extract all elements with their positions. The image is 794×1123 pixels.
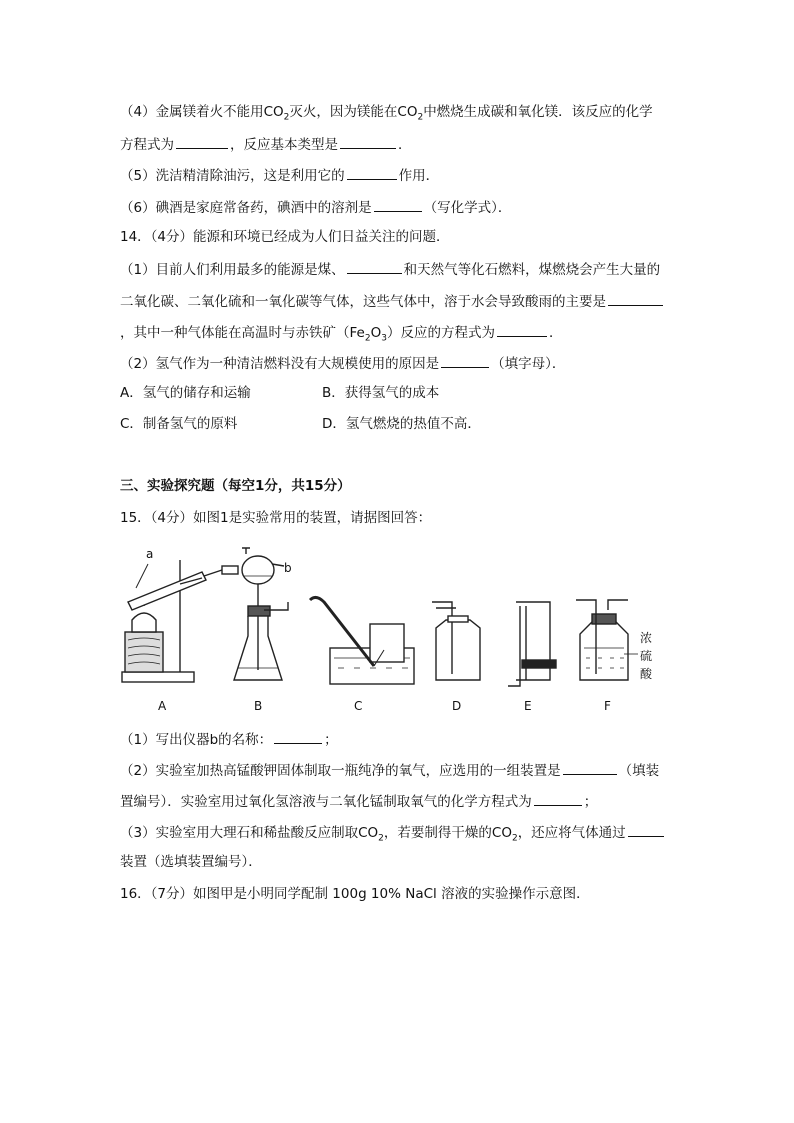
q14-option-c: C．制备氢气的原料 <box>120 416 238 432</box>
acid-label-2: 硫 <box>640 649 653 663</box>
q14-part1-line1: （1）目前人们利用最多的能源是煤、 和天然气等化石燃料，煤燃烧会产生大量的 <box>120 258 660 280</box>
label-E: E <box>524 699 532 713</box>
apparatus-c <box>310 597 414 713</box>
acid-label-1: 浓 <box>640 631 653 645</box>
q13-part6: （6）碘酒是家庭常备药，碘酒中的溶剂是 （写化学式）． <box>120 196 511 218</box>
section-heading: 三、实验探究题（每空1分，共15分） <box>120 478 351 494</box>
q15-part3-line2: 装置（选填装置编号）． <box>120 854 262 870</box>
q16-head: 16．（7分）如图甲是小明同学配制 100g 10% NaCl 溶液的实验操作示意图． <box>120 886 590 902</box>
q15-head: 15．（4分）如图1是实验常用的装置，请据图回答： <box>120 510 432 526</box>
label-b: b <box>284 561 292 575</box>
q14-option-a: A．氢气的储存和运输 <box>120 385 251 401</box>
apparatus-b <box>234 548 292 713</box>
q14-part1-line3: ，其中一种气体能在高温时与赤铁矿$(Fe_2O_3)$反应的方程式为 ． <box>120 321 562 349</box>
apparatus-f <box>576 600 653 713</box>
q14-part2: （2）氢气作为一种清洁燃料没有大规模使用的原因是 （填字母）． <box>120 352 565 374</box>
q13-part4-line2: 方程式为 ，反应基本类型是 ． <box>120 133 412 155</box>
answer-blank[interactable] <box>441 352 489 368</box>
q14-option-b: B．获得氢气的成本 <box>322 385 440 401</box>
q15-part3-line1: （3）实验室用大理石和稀盐酸反应制取$CO_2$，若要制得干燥的$CO_2$，还应将气体通过 <box>120 821 666 849</box>
q15-part2-line2: 置编号）．实验室用过氧化氢溶液与二氧化锰制取氧气的化学方程式为 ； <box>120 790 597 812</box>
label-A: A <box>158 699 167 713</box>
q15-part2-line1: （2）实验室加热高锰酸钾固体制取一瓶纯净的氧气，应选用的一组装置是 （填装 <box>120 759 659 781</box>
answer-blank[interactable] <box>534 790 582 806</box>
label-F: F <box>604 699 611 713</box>
q15-part1: （1）写出仪器b的名称： ； <box>120 728 338 750</box>
label-C: C <box>354 699 363 713</box>
answer-blank[interactable] <box>563 759 617 775</box>
answer-blank[interactable] <box>347 258 402 274</box>
answer-blank[interactable] <box>374 196 422 212</box>
answer-blank[interactable] <box>347 164 397 180</box>
label-D: D <box>452 699 462 713</box>
acid-label-3: 酸 <box>640 667 653 681</box>
apparatus-e <box>508 602 556 713</box>
label-B: B <box>254 699 263 713</box>
q14-option-d: D．氢气燃烧的热值不高． <box>322 416 481 432</box>
q13-part4-line1: （4）金属镁着火不能用$CO_2$灭火，因为镁能在$CO_2$中燃烧生成碳和氧化镁．该反应的化学 <box>120 104 653 123</box>
answer-blank[interactable] <box>340 133 396 149</box>
label-a: a <box>146 547 154 561</box>
apparatus-a <box>122 547 238 713</box>
answer-blank[interactable] <box>608 290 663 306</box>
answer-blank[interactable] <box>176 133 228 149</box>
q13-part5: （5）洗洁精清除油污，这是利用它的 作用． <box>120 164 439 186</box>
q14-head: 14．（4分）能源和环境已经成为人们日益关注的问题． <box>120 229 450 245</box>
apparatus-figure <box>118 540 663 718</box>
apparatus-d <box>432 602 480 713</box>
q14-part1-line2: 二氧化碳、二氧化硫和一氧化碳等气体，这些气体中，溶于水会导致酸雨的主要是 <box>120 290 665 312</box>
answer-blank[interactable] <box>628 821 664 837</box>
answer-blank[interactable] <box>497 321 547 337</box>
answer-blank[interactable] <box>274 728 322 744</box>
